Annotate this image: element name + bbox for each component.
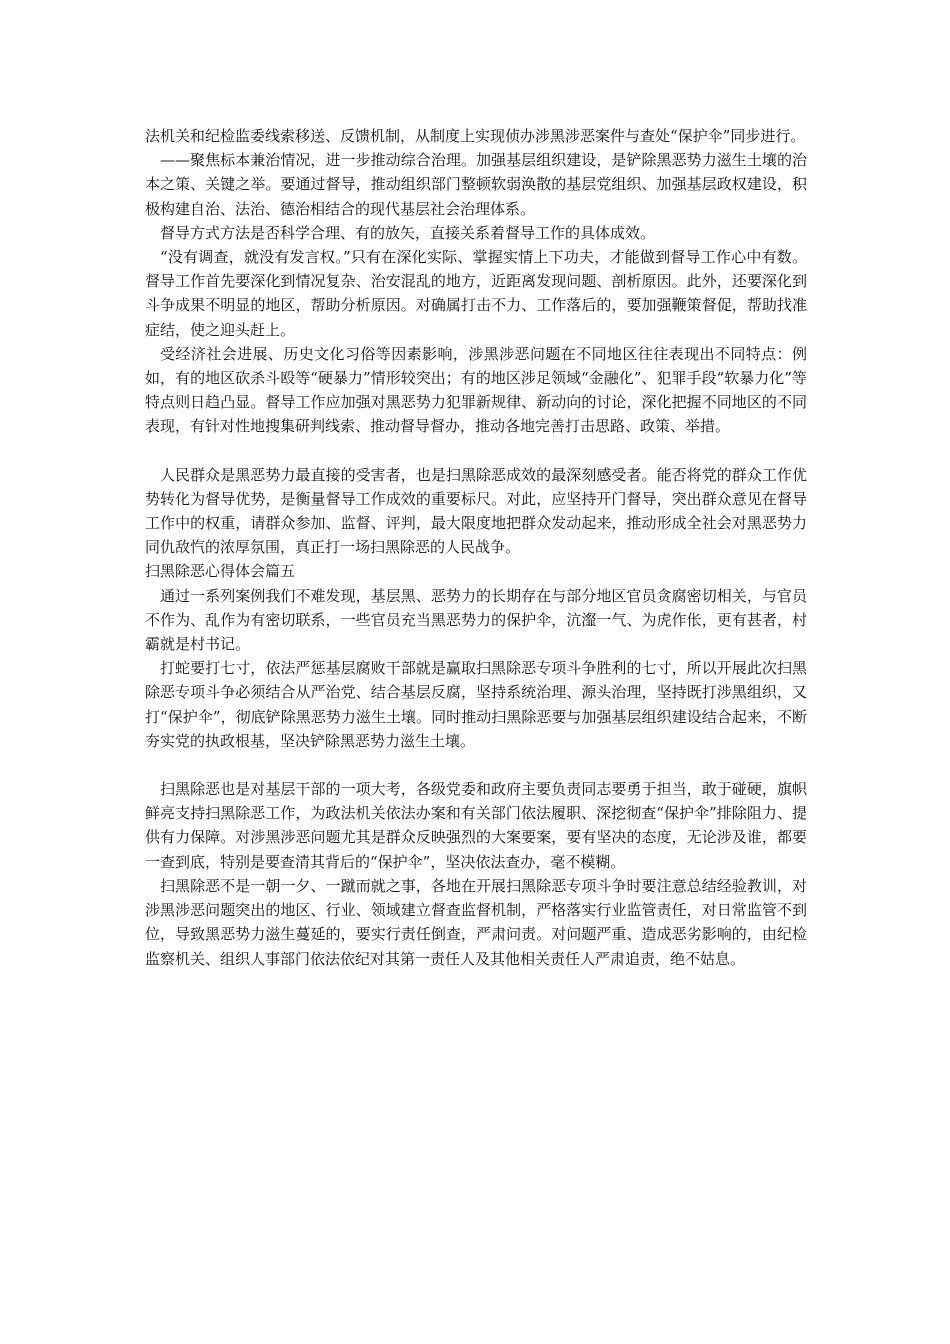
section-heading: 扫黑除恶心得体会篇五 — [145, 562, 296, 581]
paragraph-9: 扫黑除恶也是对基层干部的一项大考，各级党委和政府主要负责同志要勇于担当，敢于碰硬，旗帜鲜亮支持扫黑除恶工作，为政法机关依法办案和有关部门依法履职、深挖彻查“保护伞”排除阻力、提供有力保障。对涉黑涉恶问题尤其是群众反映强烈的大案要案，要有坚决的态度，无论涉及谁，都要一查到底，特别是要查清其背后的“保护伞”，坚决依法查办，毫不模糊。 — [145, 780, 807, 871]
paragraph-3: 督导方式方法是否科学合理、有的放矢，直接关系着督导工作的具体成效。 — [160, 223, 656, 242]
paragraph-6: 人民群众是黑恶势力最直接的受害者，也是扫黑除恶成效的最深刻感受者。能否将党的群众工作优势转化为督导优势，是衡量督导工作成效的重要标尺。对此，应坚持开门督导，突出群众意见在督导工作中的权重，请群众参加、监督、评判，最大限度地把群众发动起来，推动形成全社会对黑恶势力同仇敌忾的浓厚氛围，真正打一场扫黑除恶的人民战争。 — [145, 465, 807, 557]
paragraph-2: ——聚焦标本兼治情况，进一步推动综合治理。加强基层组织建设，是铲除黑恶势力滋生土壤的治本之策、关键之举。要通过督导，推动组织部门整顿软弱涣散的基层党组织、加强基层政权建设，积极构建自治、法治、德治相结合的现代基层社会治理体系。 — [145, 151, 807, 218]
paragraph-1: 法机关和纪检监委线索移送、反馈机制，从制度上实现侦办涉黑涉恶案件与查处“保护伞”同步进行。 — [145, 127, 806, 145]
paragraph-10: 扫黑除恶不是一朝一夕、一蹴而就之事，各地在开展扫黑除恶专项斗争时要注意总结经验教训，对涉黑涉恶问题突出的地区、行业、领域建立督查监督机制，严格落实行业监管责任，对日常监管不到位，导致黑恶势力滋生蔓延的，要实行责任倒查，严肃问责。对问题严重、造成恶劣影响的，由纪检监察机关、组织人事部门依法依纪对其第一责任人及其他相关责任人严肃追责，绝不姑息。 — [145, 876, 807, 968]
paragraph-5: 受经济社会进展、历史文化习俗等因素影响，涉黑涉恶问题在不同地区往往表现出不同特点：例如，有的地区砍杀斗殴等“硬暴力”情形较突出；有的地区涉足领域“金融化”、犯罪手段“软暴力化”等特点则日趋凸显。督导工作应加强对黑恶势力犯罪新规律、新动向的讨论，深化把握不同地区的不同表现，有针对性地搜集研判线索、推动督导督办，推动各地完善打击思路、政策、举措。 — [145, 344, 807, 436]
document-body — [145, 124, 807, 971]
blank-line — [145, 753, 807, 777]
paragraph-7: 通过一系列案例我们不难发现，基层黑、恶势力的长期存在与部分地区官员贪腐密切相关，与官员不作为、乱作为有密切联系，一些官员充当黑恶势力的保护伞，沆瀣一气、为虎作伥，更有甚者，村霸就是村书记。 — [145, 586, 807, 654]
blank-line — [145, 439, 807, 463]
paragraph-4: “没有调查，就没有发言权。”只有在深化实际、掌握实情上下功夫，才能做到督导工作心中有数。督导工作首先要深化到情况复杂、治安混乱的地方，近距离发现问题、剖析原因。此外，还要深化到斗争成果不明显的地区，帮助分析原因。对确属打击不力、工作落后的，要加强鞭策督促，帮助找准症结，使之迎头赶上。 — [145, 248, 807, 339]
paragraph-8: 打蛇要打七寸，依法严惩基层腐败干部就是赢取扫黑除恶专项斗争胜利的七寸，所以开展此次扫黑除恶专项斗争必须结合从严治党、结合基层反腐，坚持系统治理、源头治理，坚持既打涉黑组织，又打“保护伞”，彻底铲除黑恶势力滋生土壤。同时推动扫黑除恶要与加强基层组织建设结合起来，不断夯实党的执政根基，坚决铲除黑恶势力滋生土壤。 — [145, 659, 807, 750]
